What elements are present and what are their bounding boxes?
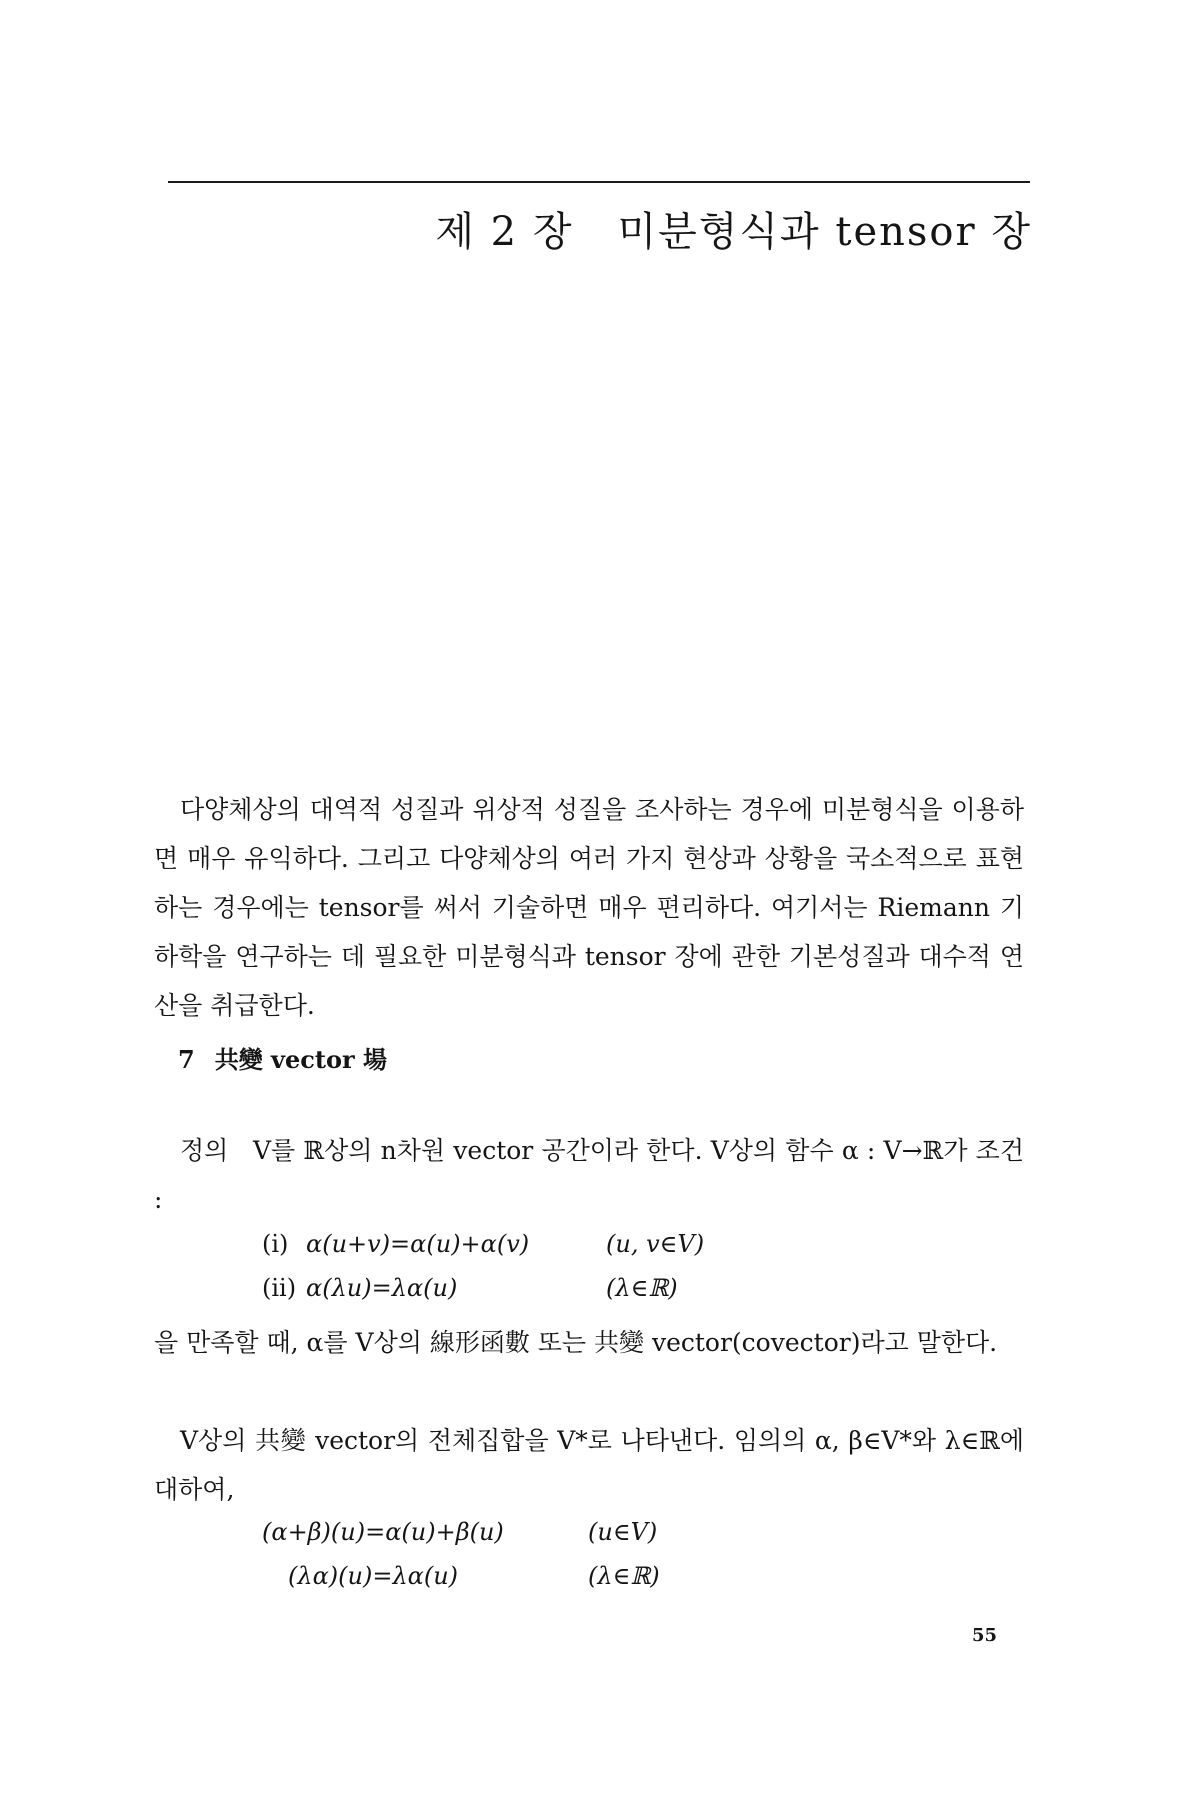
operation-formula: (λα)(u)=λα(u) bbox=[288, 1562, 459, 1590]
intro-paragraph: 다양체상의 대역적 성질과 위상적 성질을 조사하는 경우에 미분형식을 이용하면 매우 유익하다. 그리고 다양체상의 여러 가지 현상과 상황을 국소적으로 표현하는 경우에는 tensor를 써서 기술하면 매우 편리하다. 여기서는 Riemann 기하학을 연구하는 데 필요한 미분형식과 tensor 장에 관한 기본성질과 대수적 연산을 취급한다. bbox=[154, 795, 1024, 1020]
condition-domain: (u, v∈V) bbox=[606, 1230, 705, 1258]
condition-row bbox=[262, 1266, 704, 1310]
operation-domain: (u∈V) bbox=[588, 1518, 658, 1546]
operation-domain: (λ∈ℝ) bbox=[588, 1562, 660, 1590]
after-conditions-paragraph: 을 만족할 때, α를 V상의 線形函數 또는 共變 vector(covector)라고 말한다. bbox=[154, 1328, 998, 1357]
condition-label: (i) bbox=[262, 1230, 289, 1258]
definition-text: V를 ℝ상의 n차원 vector 공간이라 한다. V상의 함수 α : V→ℝ가 조건 : bbox=[154, 1136, 1024, 1214]
section-title: 共變 vector 場 bbox=[214, 1045, 387, 1074]
page-number: 55 bbox=[972, 1625, 998, 1646]
chapter-rule bbox=[168, 181, 1030, 183]
conditions-block bbox=[262, 1222, 704, 1310]
definition-label: 정의 bbox=[180, 1136, 229, 1165]
dual-space-paragraph: V상의 共變 vector의 전체집합을 V*로 나타낸다. 임의의 α, β∈V*와 λ∈ℝ에 대하여, bbox=[154, 1426, 1024, 1504]
section-number: 7 bbox=[178, 1045, 195, 1074]
operation-formula: (α+β)(u)=α(u)+β(u) bbox=[262, 1518, 504, 1546]
section-heading bbox=[178, 1040, 387, 1075]
operations-block bbox=[262, 1510, 660, 1598]
chapter-name: 미분형식과 tensor 장 bbox=[617, 209, 1032, 255]
operation-row bbox=[262, 1510, 660, 1554]
condition-row bbox=[262, 1222, 704, 1266]
operation-row bbox=[262, 1554, 660, 1598]
condition-domain: (λ∈ℝ) bbox=[606, 1274, 678, 1302]
chapter-number: 제 2 장 bbox=[435, 209, 574, 255]
condition-label: (ii) bbox=[262, 1274, 297, 1302]
chapter-title bbox=[435, 200, 1032, 257]
condition-formula: α(u+v)=α(u)+α(v) bbox=[306, 1230, 530, 1258]
definition-paragraph bbox=[154, 1126, 1024, 1224]
condition-formula: α(λu)=λα(u) bbox=[306, 1274, 458, 1302]
